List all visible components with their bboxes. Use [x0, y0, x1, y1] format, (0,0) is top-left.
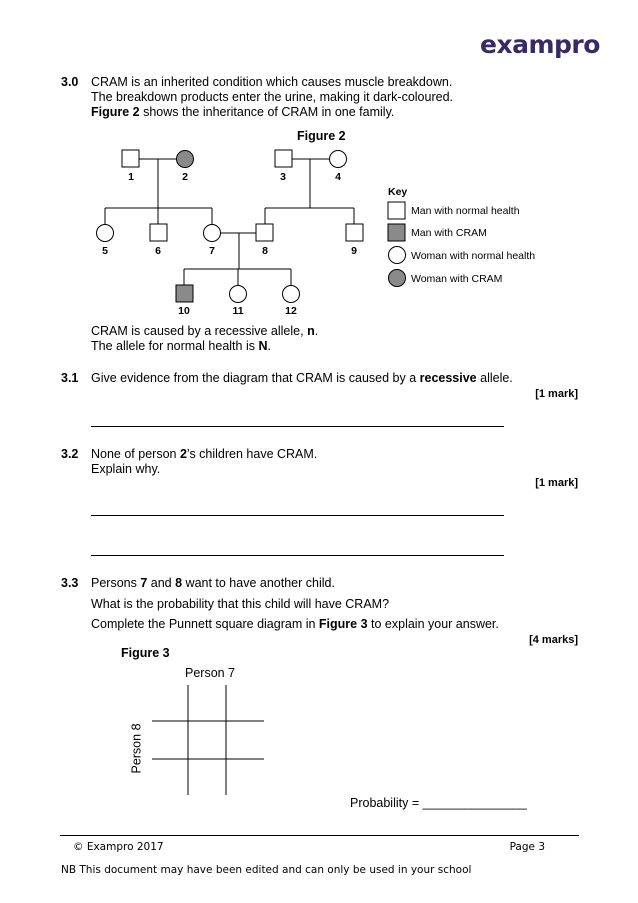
person-number-4: 4 — [335, 171, 341, 183]
punnett-side-label: Person 8 — [129, 723, 144, 774]
key-label-woman-normal: Woman with normal health — [411, 250, 536, 262]
figure-2-ref: Figure 2 — [91, 105, 140, 119]
question-3-3-person-8: 8 — [175, 576, 183, 590]
person-number-5: 5 — [102, 245, 108, 257]
footer-divider — [60, 835, 579, 836]
footer-note: NB This document may have been edited and can only be used in your school — [61, 864, 472, 876]
answer-line-3-2-b[interactable] — [91, 555, 504, 556]
pedigree-diagram — [0, 0, 638, 340]
person-number-10: 10 — [178, 305, 190, 317]
question-3-3-line3 — [91, 617, 499, 632]
person-number-12: 12 — [285, 305, 297, 317]
person-3-male-normal — [275, 150, 292, 167]
key-symbol-woman-normal — [389, 247, 406, 264]
allele-dominant-symbol: N — [258, 339, 268, 353]
key-label-man-normal: Man with normal health — [411, 205, 520, 217]
person-11-female-normal — [230, 286, 247, 303]
figure-3-title: Figure 3 — [121, 646, 170, 660]
person-number-1: 1 — [128, 171, 134, 183]
question-3-2-text — [91, 447, 317, 477]
question-3-0-line3-rest: shows the inheritance of CRAM in one family. — [139, 105, 395, 119]
answer-line-3-2-a[interactable] — [91, 515, 504, 516]
key-symbol-man-cram — [388, 224, 405, 241]
question-3-1-text — [91, 371, 513, 386]
person-4-female-normal — [330, 151, 347, 168]
key-symbol-woman-cram — [389, 270, 406, 287]
person-number-9: 9 — [351, 245, 357, 257]
key-title: Key — [388, 186, 408, 198]
question-3-2-line1-post: ’s children have CRAM. — [186, 447, 318, 461]
allele-statements — [91, 324, 318, 354]
person-number-7: 7 — [209, 245, 215, 257]
footer-copyright: © Exampro 2017 — [73, 841, 164, 853]
question-3-3-marks: [4 marks] — [529, 634, 578, 646]
question-3-3-person-7: 7 — [140, 576, 148, 590]
punnett-top-label: Person 7 — [185, 666, 236, 680]
question-3-3-line1-pre: Persons — [91, 576, 141, 590]
question-3-3-line1-post: want to have another child. — [182, 576, 335, 590]
footer-page-number: Page 3 — [509, 841, 545, 853]
question-3-1-pre: Give evidence from the diagram that CRAM is caused by a — [91, 371, 420, 385]
person-number-11: 11 — [232, 305, 244, 317]
key-symbol-man-normal — [388, 202, 405, 219]
question-3-3-line1-mid: and — [147, 576, 176, 590]
figure-2-title: Figure 2 — [297, 129, 346, 143]
logo-text-ex: ex — [480, 30, 513, 59]
logo-text-ampro: ampro — [512, 30, 600, 59]
person-2-female-cram — [177, 151, 194, 168]
question-3-1-marks: [1 mark] — [535, 388, 578, 400]
person-number-3: 3 — [280, 171, 286, 183]
question-3-1-post: allele. — [476, 371, 513, 385]
question-3-3-line1 — [91, 576, 335, 591]
question-3-2-line1-pre: None of person — [91, 447, 180, 461]
allele-line-1-post: . — [314, 324, 319, 338]
person-9-male-normal — [346, 224, 363, 241]
question-3-0-line2: The breakdown products enter the urine, making it dark-coloured. — [91, 90, 453, 104]
person-1-male-normal — [122, 150, 139, 167]
person-10-male-cram — [176, 285, 193, 302]
question-number-3-3: 3.3 — [61, 576, 79, 590]
question-3-2-marks: [1 mark] — [535, 477, 578, 489]
question-number-3-2: 3.2 — [61, 447, 79, 461]
allele-line-2-pre: The allele for normal health is — [91, 339, 259, 353]
punnett-square-grid[interactable] — [150, 683, 270, 798]
question-3-2-person-2: 2 — [179, 447, 187, 461]
question-3-3-line2: What is the probability that this child will have CRAM? — [91, 597, 390, 611]
question-3-3-line3-pre: Complete the Punnett square diagram in — [91, 617, 319, 631]
probability-answer[interactable]: Probability = _______________ — [350, 796, 527, 810]
allele-line-1 — [91, 324, 318, 339]
person-7-female-normal — [204, 225, 221, 242]
allele-line-1-pre: CRAM is caused by a recessive allele, — [91, 324, 308, 338]
person-8-male-normal — [256, 224, 273, 241]
question-3-2-line2: Explain why. — [91, 462, 161, 476]
question-3-0-line1: CRAM is an inherited condition which causes muscle breakdown. — [91, 75, 453, 89]
person-6-male-normal — [150, 224, 167, 241]
allele-line-2 — [91, 339, 318, 354]
person-number-2: 2 — [182, 171, 188, 183]
question-3-2-line1 — [91, 447, 317, 462]
person-5-female-normal — [97, 225, 114, 242]
figure-3-ref: Figure 3 — [318, 617, 368, 631]
allele-recessive-symbol: n — [307, 324, 315, 338]
question-number-3-1: 3.1 — [61, 371, 79, 385]
question-3-1-bold: recessive — [419, 371, 477, 385]
person-number-8: 8 — [262, 245, 268, 257]
person-12-female-normal — [283, 286, 300, 303]
question-3-3-line3-post: to explain your answer. — [367, 617, 499, 631]
answer-line-3-1[interactable] — [91, 426, 504, 427]
question-number-3-0: 3.0 — [61, 75, 79, 89]
allele-line-2-post: . — [267, 339, 271, 353]
key-label-man-cram: Man with CRAM — [411, 227, 487, 239]
person-number-6: 6 — [155, 245, 161, 257]
key-label-woman-cram: Woman with CRAM — [411, 273, 503, 285]
